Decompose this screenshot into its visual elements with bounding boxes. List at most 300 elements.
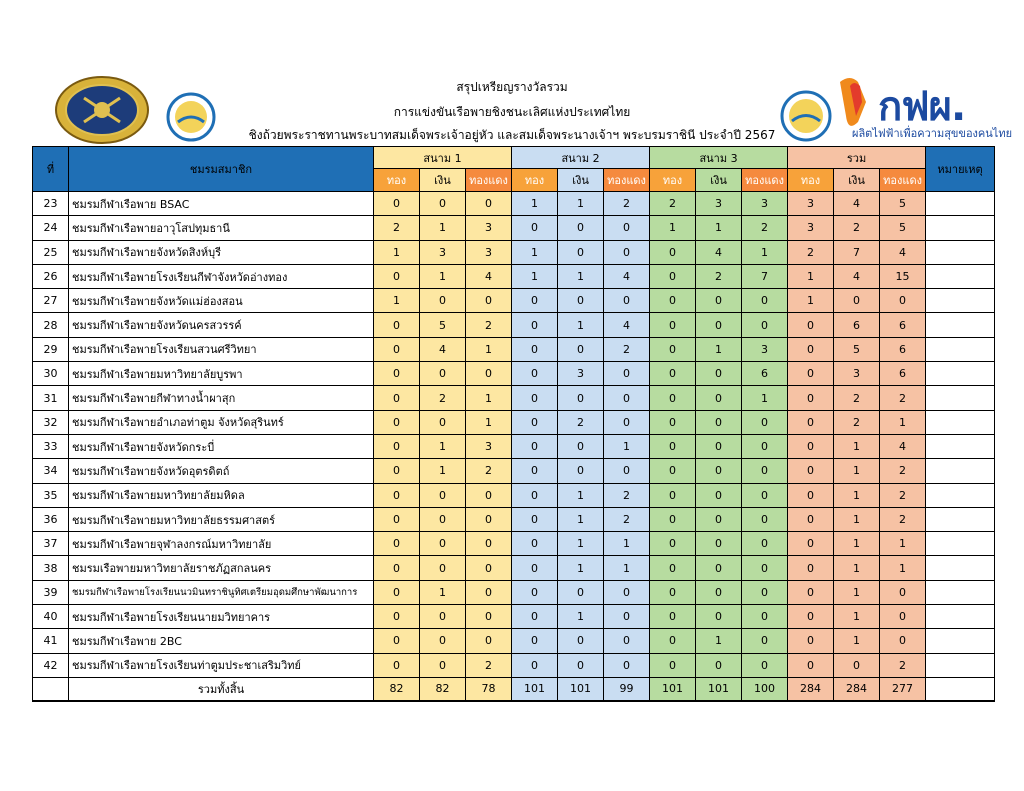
medal-count: 5 (834, 337, 880, 361)
medal-count: 1 (604, 532, 650, 556)
medal-count: 0 (374, 483, 420, 507)
medal-count: 4 (834, 264, 880, 288)
medal-count: 0 (742, 580, 788, 604)
col-no-header: ที่ (33, 147, 69, 192)
medal-count: 1 (696, 629, 742, 653)
row-number: 41 (33, 629, 69, 653)
table-row (33, 605, 995, 629)
total-count: 284 (788, 677, 834, 701)
medal-count: 0 (604, 386, 650, 410)
medal-count: 0 (742, 459, 788, 483)
medal-count: 0 (374, 434, 420, 458)
club-name: ชมรมกีฬาเรือพายโรงเรียนท่าตูมประชาเสริมวิทย์ (69, 653, 374, 677)
medal-count: 0 (512, 362, 558, 386)
medal-count: 0 (742, 532, 788, 556)
club-name: ชมรมเรือพายมหาวิทยาลัยราชภัฏสกลนคร (69, 556, 374, 580)
medal-count: 0 (604, 289, 650, 313)
club-name: ชมรมกีฬาเรือพายจังหวัดแม่ฮ่องสอน (69, 289, 374, 313)
medal-count: 0 (650, 240, 696, 264)
row-number: 29 (33, 337, 69, 361)
medal-count: 0 (650, 434, 696, 458)
medal-count: 2 (466, 653, 512, 677)
medal-count: 0 (374, 459, 420, 483)
medal-count: 0 (604, 410, 650, 434)
medal-count: 0 (696, 410, 742, 434)
table-row (33, 216, 995, 240)
total-count: 82 (420, 677, 466, 701)
field3-bronze-header: ทองแดง (742, 169, 788, 192)
medal-count: 0 (374, 264, 420, 288)
table-row (33, 556, 995, 580)
club-name: ชมรมกีฬาเรือพายมหาวิทยาลัยธรรมศาสตร์ (69, 507, 374, 531)
medal-count: 0 (650, 580, 696, 604)
field3-silver-header: เงิน (696, 169, 742, 192)
medal-count: 0 (558, 337, 604, 361)
medal-count: 3 (742, 337, 788, 361)
medal-count: 0 (374, 605, 420, 629)
medal-count: 0 (650, 556, 696, 580)
medal-count: 0 (558, 216, 604, 240)
medal-count: 6 (880, 313, 926, 337)
medal-count: 1 (466, 410, 512, 434)
totals-row (33, 677, 995, 701)
total-count: 101 (650, 677, 696, 701)
medal-count: 0 (512, 410, 558, 434)
medal-count: 2 (604, 192, 650, 216)
table-row (33, 459, 995, 483)
medal-count: 0 (374, 386, 420, 410)
field4-bronze-header: ทองแดง (880, 169, 926, 192)
note-cell (926, 386, 995, 410)
field2-bronze-header: ทองแดง (604, 169, 650, 192)
field1-bronze-header: ทองแดง (466, 169, 512, 192)
medal-count: 2 (466, 459, 512, 483)
club-name: ชมรมกีฬาเรือพาย 2BC (69, 629, 374, 653)
medal-count: 0 (512, 386, 558, 410)
medal-count: 1 (650, 216, 696, 240)
col-club-header: ชมรมสมาชิก (69, 147, 374, 192)
medal-count: 0 (742, 289, 788, 313)
note-cell (926, 337, 995, 361)
medal-count: 6 (880, 362, 926, 386)
row-number: 42 (33, 653, 69, 677)
medal-count: 1 (420, 434, 466, 458)
egat-slogan: ผลิตไฟฟ้าเพื่อความสุขของคนไทย (852, 127, 1013, 140)
row-number: 34 (33, 459, 69, 483)
medal-count: 1 (788, 289, 834, 313)
medal-count: 2 (880, 483, 926, 507)
medal-count: 1 (788, 264, 834, 288)
note-cell (926, 507, 995, 531)
medal-count: 1 (420, 459, 466, 483)
medal-count: 0 (696, 556, 742, 580)
medal-count: 0 (650, 410, 696, 434)
medal-count: 0 (788, 313, 834, 337)
medal-count: 5 (880, 192, 926, 216)
note-cell (926, 629, 995, 653)
medal-count: 0 (512, 289, 558, 313)
row-number: 38 (33, 556, 69, 580)
field1-silver-header: เงิน (420, 169, 466, 192)
medal-count: 0 (420, 507, 466, 531)
table-row (33, 507, 995, 531)
medal-count: 1 (558, 192, 604, 216)
col-note-header: หมายเหตุ (926, 147, 995, 192)
note-cell (926, 532, 995, 556)
field3-header: สนาม 3 (650, 147, 788, 169)
note-cell (926, 483, 995, 507)
medal-count: 0 (604, 580, 650, 604)
medal-count: 0 (604, 362, 650, 386)
medal-count: 1 (558, 313, 604, 337)
medal-count: 0 (696, 605, 742, 629)
medal-count: 0 (604, 216, 650, 240)
field2-header: สนาม 2 (512, 147, 650, 169)
medal-count: 0 (374, 337, 420, 361)
medal-count: 2 (466, 313, 512, 337)
medal-count: 4 (880, 240, 926, 264)
medal-count: 3 (466, 216, 512, 240)
field2-silver-header: เงิน (558, 169, 604, 192)
medal-count: 0 (374, 192, 420, 216)
medal-count: 3 (788, 216, 834, 240)
total-header: รวม (788, 147, 926, 169)
note-cell (926, 362, 995, 386)
medal-count: 0 (512, 434, 558, 458)
medal-count: 2 (834, 410, 880, 434)
medal-count: 0 (374, 313, 420, 337)
medal-count: 3 (420, 240, 466, 264)
row-number: 39 (33, 580, 69, 604)
medal-count: 0 (834, 289, 880, 313)
medal-count: 1 (512, 264, 558, 288)
total-count: 284 (834, 677, 880, 701)
medal-count: 0 (512, 580, 558, 604)
medal-count: 3 (696, 192, 742, 216)
totals-note (926, 677, 995, 701)
row-number: 26 (33, 264, 69, 288)
medal-count: 1 (834, 580, 880, 604)
row-number: 33 (33, 434, 69, 458)
egat-brand-name: กฟผ. (878, 84, 966, 130)
total-count: 78 (466, 677, 512, 701)
medal-count: 2 (696, 264, 742, 288)
medal-count: 0 (742, 313, 788, 337)
medal-count: 3 (466, 240, 512, 264)
totals-label: รวมทั้งสิ้น (69, 677, 374, 701)
club-name: ชมรมกีฬาเรือพายกีฬาทางน้ำผาสุก (69, 386, 374, 410)
table-row (33, 289, 995, 313)
row-number: 25 (33, 240, 69, 264)
medal-count: 0 (558, 459, 604, 483)
club-name: ชมรมกีฬาเรือพายมหาวิทยาลัยมหิดล (69, 483, 374, 507)
medal-count: 3 (466, 434, 512, 458)
club-name: ชมรมกีฬาเรือพายมหาวิทยาลัยบูรพา (69, 362, 374, 386)
medal-count: 0 (466, 629, 512, 653)
medal-count: 1 (696, 337, 742, 361)
medal-count: 0 (604, 459, 650, 483)
total-count: 100 (742, 677, 788, 701)
medal-count: 5 (420, 313, 466, 337)
medal-count: 0 (374, 629, 420, 653)
medal-count: 0 (512, 216, 558, 240)
medal-count: 0 (512, 532, 558, 556)
medal-count: 0 (558, 434, 604, 458)
row-number: 31 (33, 386, 69, 410)
medal-count: 0 (650, 386, 696, 410)
table-row (33, 483, 995, 507)
medal-count: 0 (512, 459, 558, 483)
medal-count: 1 (558, 605, 604, 629)
medal-count: 0 (742, 605, 788, 629)
medal-count: 0 (696, 653, 742, 677)
medal-count: 1 (834, 629, 880, 653)
medal-count: 0 (512, 629, 558, 653)
medal-count: 0 (788, 410, 834, 434)
medal-table (32, 146, 995, 702)
medal-count: 0 (880, 580, 926, 604)
medal-count: 0 (466, 580, 512, 604)
club-name: ชมรมกีฬาเรือพายจุฬาลงกรณ์มหาวิทยาลัย (69, 532, 374, 556)
field4-silver-header: เงิน (834, 169, 880, 192)
medal-count: 0 (512, 337, 558, 361)
row-number: 24 (33, 216, 69, 240)
medal-count: 0 (650, 653, 696, 677)
medal-count: 0 (466, 483, 512, 507)
note-cell (926, 240, 995, 264)
medal-count: 3 (834, 362, 880, 386)
medal-count: 1 (742, 240, 788, 264)
medal-count: 1 (558, 264, 604, 288)
medal-count: 0 (742, 653, 788, 677)
medal-count: 1 (834, 532, 880, 556)
medal-count: 0 (696, 459, 742, 483)
medal-count: 0 (558, 386, 604, 410)
medal-count: 2 (834, 386, 880, 410)
medal-count: 3 (558, 362, 604, 386)
field4-gold-header: ทอง (788, 169, 834, 192)
table-row (33, 313, 995, 337)
medal-count: 0 (696, 386, 742, 410)
medal-count: 4 (880, 434, 926, 458)
medal-count: 2 (880, 507, 926, 531)
medal-count: 0 (880, 629, 926, 653)
medal-count: 7 (834, 240, 880, 264)
medal-count: 1 (834, 434, 880, 458)
medal-count: 0 (374, 532, 420, 556)
medal-count: 0 (788, 483, 834, 507)
table-row (33, 337, 995, 361)
club-name: ชมรมกีฬาเรือพายจังหวัดกระบี่ (69, 434, 374, 458)
total-count: 277 (880, 677, 926, 701)
medal-count: 0 (604, 629, 650, 653)
medal-count: 2 (420, 386, 466, 410)
note-cell (926, 605, 995, 629)
medal-count: 0 (512, 483, 558, 507)
medal-count: 2 (880, 459, 926, 483)
club-name: ชมรมกีฬาเรือพายอำเภอท่าตูม จังหวัดสุรินทร์ (69, 410, 374, 434)
note-cell (926, 313, 995, 337)
row-number: 32 (33, 410, 69, 434)
medal-count: 0 (604, 653, 650, 677)
medal-count: 2 (880, 386, 926, 410)
medal-count: 6 (880, 337, 926, 361)
medal-count: 0 (650, 605, 696, 629)
club-name: ชมรมกีฬาเรือพายจังหวัดสิงห์บุรี (69, 240, 374, 264)
medal-count: 1 (420, 580, 466, 604)
medal-count: 0 (696, 434, 742, 458)
club-name: ชมรมกีฬาเรือพายโรงเรียนสวนศรีวิทยา (69, 337, 374, 361)
medal-count: 0 (696, 580, 742, 604)
medal-count: 0 (420, 653, 466, 677)
club-name: ชมรมกีฬาเรือพาย BSAC (69, 192, 374, 216)
field2-gold-header: ทอง (512, 169, 558, 192)
field1-gold-header: ทอง (374, 169, 420, 192)
medal-count: 2 (558, 410, 604, 434)
note-cell (926, 192, 995, 216)
medal-count: 15 (880, 264, 926, 288)
medal-count: 2 (374, 216, 420, 240)
competition-name: การแข่งขันเรือพายชิงชนะเลิศแห่งประเทศไทย (393, 105, 631, 119)
medal-count: 1 (834, 459, 880, 483)
medal-count: 0 (650, 264, 696, 288)
medal-count: 0 (696, 483, 742, 507)
medal-count: 0 (466, 289, 512, 313)
medal-count: 0 (420, 289, 466, 313)
medal-count: 6 (742, 362, 788, 386)
medal-count: 0 (466, 507, 512, 531)
table-row (33, 580, 995, 604)
medal-count: 0 (420, 192, 466, 216)
medal-count: 0 (696, 362, 742, 386)
medal-count: 0 (466, 532, 512, 556)
medal-count: 0 (696, 313, 742, 337)
medal-count: 0 (420, 629, 466, 653)
medal-count: 0 (650, 532, 696, 556)
note-cell (926, 556, 995, 580)
medal-count: 2 (650, 192, 696, 216)
medal-count: 1 (834, 556, 880, 580)
medal-count: 1 (558, 507, 604, 531)
table-row (33, 532, 995, 556)
medal-count: 1 (512, 240, 558, 264)
medal-count: 3 (742, 192, 788, 216)
total-count: 101 (696, 677, 742, 701)
field1-header: สนาม 1 (374, 147, 512, 169)
medal-count: 0 (696, 532, 742, 556)
medal-count: 0 (374, 556, 420, 580)
medal-count: 0 (466, 556, 512, 580)
medal-count: 0 (512, 605, 558, 629)
medal-count: 0 (512, 653, 558, 677)
medal-count: 0 (374, 410, 420, 434)
medal-count: 2 (834, 216, 880, 240)
club-name: ชมรมกีฬาเรือพายจังหวัดนครสวรรค์ (69, 313, 374, 337)
table-row (33, 240, 995, 264)
medal-count: 2 (742, 216, 788, 240)
table-row (33, 434, 995, 458)
table-row (33, 629, 995, 653)
medal-count: 0 (742, 507, 788, 531)
medal-count: 0 (420, 605, 466, 629)
total-count: 99 (604, 677, 650, 701)
club-name: ชมรมกีฬาเรือพายจังหวัดอุตรดิตถ์ (69, 459, 374, 483)
medal-count: 0 (420, 556, 466, 580)
medal-count: 2 (788, 240, 834, 264)
medal-count: 1 (558, 532, 604, 556)
note-cell (926, 410, 995, 434)
medal-count: 4 (466, 264, 512, 288)
medal-count: 0 (558, 629, 604, 653)
medal-count: 0 (466, 362, 512, 386)
medal-count: 2 (880, 653, 926, 677)
medal-count: 0 (650, 362, 696, 386)
medal-count: 0 (788, 362, 834, 386)
medal-count: 0 (834, 653, 880, 677)
medal-count: 0 (558, 240, 604, 264)
medal-count: 0 (650, 313, 696, 337)
medal-count: 2 (604, 483, 650, 507)
note-cell (926, 580, 995, 604)
medal-count: 1 (604, 434, 650, 458)
row-number: 23 (33, 192, 69, 216)
medal-count: 0 (374, 580, 420, 604)
medal-count: 0 (696, 289, 742, 313)
medal-count: 1 (742, 386, 788, 410)
note-cell (926, 216, 995, 240)
medal-count: 4 (420, 337, 466, 361)
club-name: ชมรมกีฬาเรือพายโรงเรียนนวมินทราชินูทิศเตรียมอุดมศึกษาพัฒนาการ (69, 580, 374, 604)
medal-count: 0 (788, 532, 834, 556)
medal-count: 1 (558, 483, 604, 507)
medal-count: 0 (788, 605, 834, 629)
table-row (33, 653, 995, 677)
medal-count: 1 (512, 192, 558, 216)
rowing-association-logo (52, 74, 152, 146)
medal-count: 0 (650, 483, 696, 507)
medal-count: 1 (466, 337, 512, 361)
medal-count: 0 (788, 653, 834, 677)
medal-count: 2 (604, 337, 650, 361)
table-row (33, 410, 995, 434)
totals-blank (33, 677, 69, 701)
row-number: 28 (33, 313, 69, 337)
row-number: 30 (33, 362, 69, 386)
club-name: ชมรมกีฬาเรือพายโรงเรียนกีฬาจังหวัดอ่างทอง (69, 264, 374, 288)
medal-count: 0 (466, 605, 512, 629)
note-cell (926, 434, 995, 458)
medal-count: 1 (420, 216, 466, 240)
total-count: 101 (558, 677, 604, 701)
medal-count: 1 (880, 556, 926, 580)
medal-count: 1 (374, 240, 420, 264)
row-number: 36 (33, 507, 69, 531)
medal-count: 0 (788, 337, 834, 361)
medal-count: 1 (420, 264, 466, 288)
medal-count: 1 (834, 483, 880, 507)
medal-count: 0 (742, 410, 788, 434)
medal-count: 0 (650, 337, 696, 361)
total-count: 82 (374, 677, 420, 701)
medal-count: 0 (374, 362, 420, 386)
table-row (33, 192, 995, 216)
medal-count: 0 (466, 192, 512, 216)
medal-count: 2 (604, 507, 650, 531)
medal-count: 1 (696, 216, 742, 240)
note-cell (926, 459, 995, 483)
medal-count: 1 (374, 289, 420, 313)
table-row (33, 362, 995, 386)
